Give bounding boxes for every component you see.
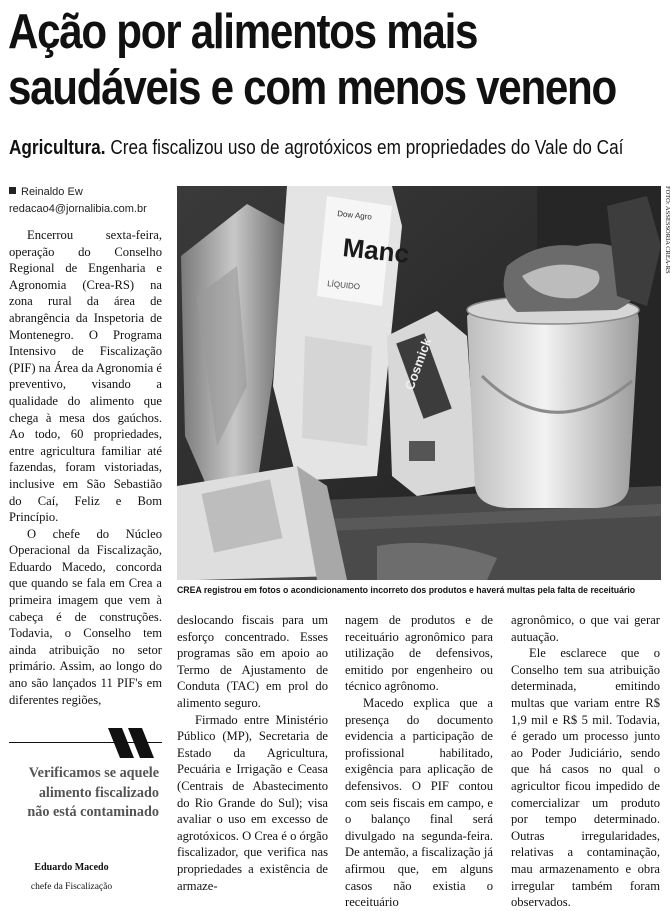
article-paragraph: Ele esclarece que o Conselho tem sua atribuição determinada, emitindo multas que variam entre R$ 1,9 mil e R$ 5 mil. Todavia, é gerado um processo junto ao Poder Judiciário, sendo que há casos no qual o agricultor ficou impedido de comercializar um produto por tempo determinado. Outras irregularidades, relativas a contaminação, mau armazenamento e obra irregular também foram observados. [511, 646, 660, 910]
bag-label-text: Manc [341, 232, 411, 269]
photo-credit: FOTO: ASSESSORIA CREA-RS [664, 186, 671, 274]
quote-marks-icon [106, 726, 162, 760]
byline-square-icon [9, 187, 16, 194]
subhead-kicker: Agricultura. [9, 137, 106, 159]
byline-email[interactable]: redacao4@jornalibia.com.br [9, 203, 147, 215]
article-column-2 [177, 612, 328, 894]
article-column-4 [511, 612, 660, 911]
article-paragraph: Firmado entre Ministério Público (MP), Secretaria de Estado da Agricultura, Pecuária e Irrigação e Ceasa (Centrais de Abastecimento do Rio Grande do Sul); visa avaliar o uso em excesso de agrotóxicos. O Crea é o órgão fiscalizador, que verifica nas propriedades a existência de armaze- [177, 712, 328, 893]
article-paragraph: nagem de produtos e de receituário agronômico para utilização de defensivos, emitido por engenheiro ou técnico agrônomo. [345, 613, 493, 694]
article-column-3 [345, 612, 493, 911]
article-paragraph: Macedo explica que a presença do documento evidencia a participação de profissional habilitado, exigência para aplicação de defensivos. O PIF contou com seis fiscais em campo, e o balanço final será divulgado na segunda-feira. De antemão, a fiscalização já afirmou que, em alguns casos não existia o receituário [345, 695, 493, 910]
byline-author: Reinaldo Ew [21, 186, 83, 198]
photo-caption: CREA registrou em fotos o acondicionamento incorreto dos produtos e haverá multas pela falta de receituário [177, 585, 636, 596]
article-paragraph: agronômico, o que vai gerar autuação. [511, 613, 660, 644]
article-paragraph: deslocando fiscais para um esforço concentrado. Esses programas são em apoio ao Termo de Ajustamento de Conduta (TAC) em prol do alimento seguro. [177, 613, 328, 710]
pull-quote: Verificamos se aquele alimento fiscalizado não está contaminado [27, 765, 159, 821]
bag-brand-text: Dow Agro [336, 209, 373, 222]
headline-line-1: Ação por alimentos mais [8, 5, 478, 59]
subhead [9, 137, 623, 160]
headline [8, 4, 616, 116]
box-label-text: Cosmick [401, 335, 435, 393]
article-column-1 [9, 227, 162, 708]
article-photo [177, 186, 661, 580]
byline [9, 184, 147, 218]
subhead-text: Crea fiscalizou uso de agrotóxicos em propriedades do Vale do Caí [110, 137, 624, 159]
bag-small-text: LÍQUIDO [326, 279, 361, 292]
photo-illustration [177, 186, 661, 580]
pull-quote-author: Eduardo Macedo [34, 862, 109, 873]
article-paragraph: Encerrou sexta-feira, operação do Conselho Regional de Engenharia e Agronomia (Crea-RS) na zona rural da área de abrangência da Inspetoria de Montenegro. O Programa Intensivo de Fiscalização (PIF) na Área da Agronomia é preventivo, visando a qualidade do alimento que chega à mesa dos gaúchos. Ao todo, 60 propriedades, entre agricultura familiar até fazendas, foram vistoriadas, inclusive em São Sebastião do Caí, Feliz e Bom Princípio. [9, 228, 162, 525]
headline-line-2: saudáveis e com menos veneno [8, 61, 616, 115]
article-paragraph: O chefe do Núcleo Operacional da Fiscalização, Eduardo Macedo, concorda que quando se fala em Crea a primeira imagem que vem à cabeça é de construções. Todavia, o Conselho tem ainda atribuição no setor primário. Assim, ao longo do ano são lançados 11 PIF's em diferentes regiões, [9, 526, 162, 707]
pull-quote-role: chefe da Fiscalização [30, 882, 113, 892]
